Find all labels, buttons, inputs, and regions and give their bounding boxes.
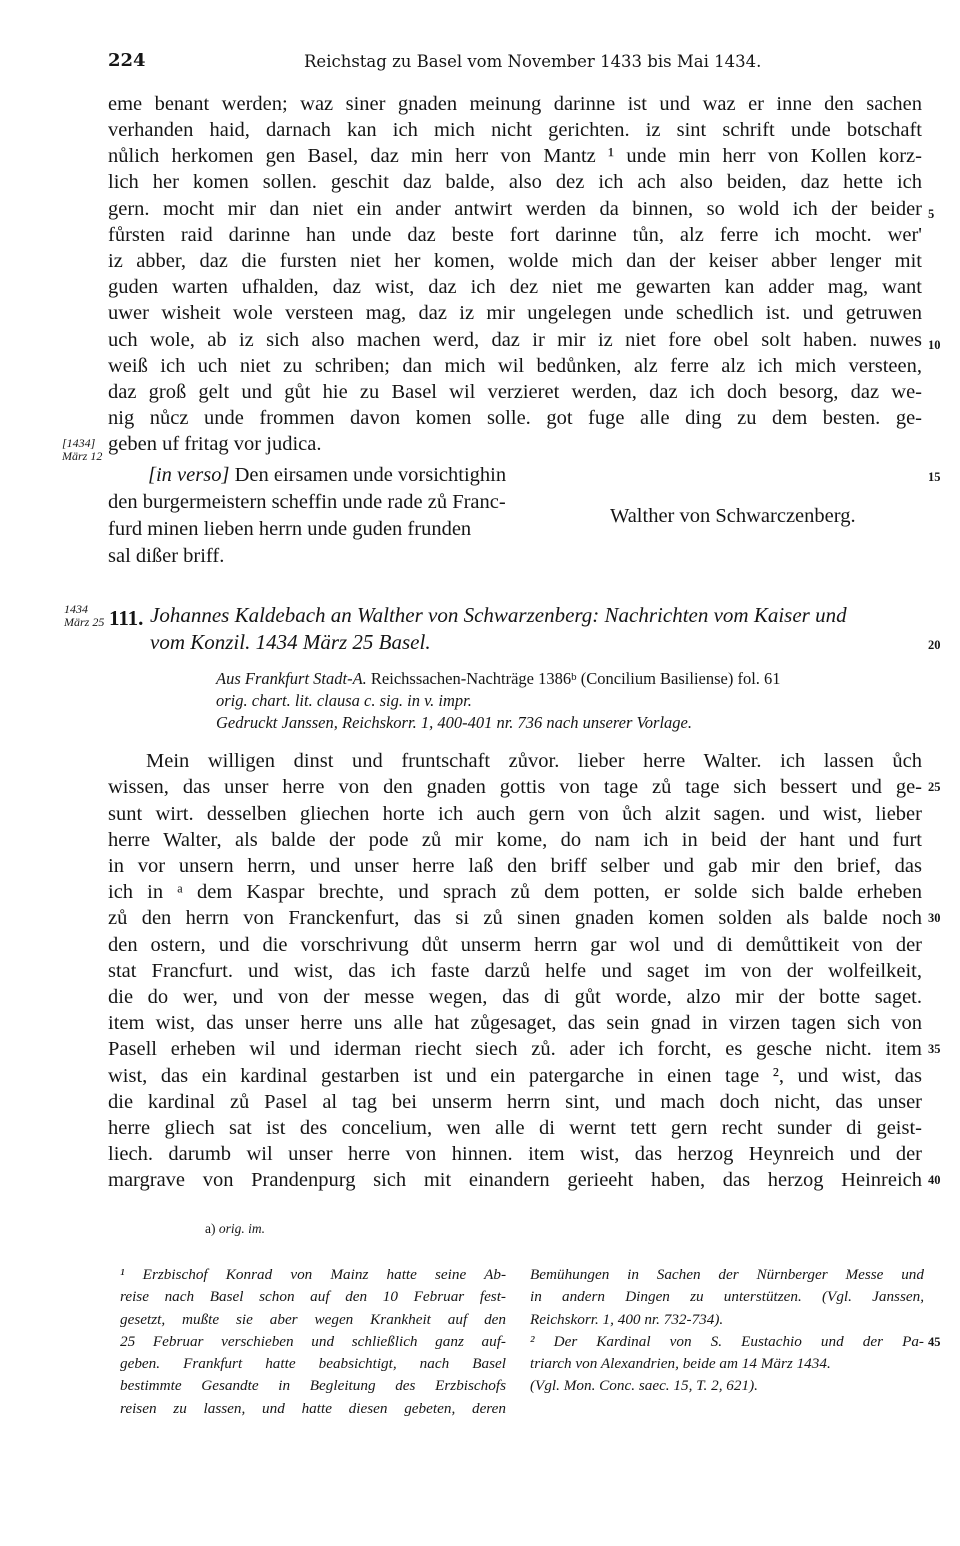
text-line: uwer wisheit wole versteen mag, daz iz mir ungelegen unde schedlich ist. und getruwen	[108, 302, 922, 324]
text-line: gern. mocht mir dan niet ein ander antwirt werden da binnen, so wold ich der beider	[108, 198, 922, 220]
text-line: zů den herrn von Franckenfurt, das si zů sinen gnaden komen solden als balde noch	[108, 907, 922, 929]
line-number: 20	[928, 638, 941, 652]
text-line: ich in ᵃ dem Kaspar brechte, und sprach zů dem potten, er solde sich balde erheben	[108, 881, 922, 903]
page-number: 224	[108, 50, 146, 71]
address-line: den burgermeistern scheffin unde rade zů Franc-	[108, 491, 506, 513]
text-line: verhanden haid, darnach kan ich mich nicht gerichten. iz sint schrift unde botschaft	[108, 119, 922, 141]
margin-day: März 25	[64, 615, 105, 629]
line-number: 10	[928, 338, 941, 352]
text-line: weiß ich uch niet zu schriben; dan mich wil bedůnken, alz ferre alz ich mich versteen,	[108, 355, 922, 377]
document-title: vom Konzil. 1434 März 25 Basel.	[150, 630, 431, 654]
text-line: nůlich herkomen gen Basel, daz min herr von Mantz ¹ unde min herr von Kollen korz-	[108, 145, 922, 167]
address-line: sal dißer briff.	[108, 545, 225, 567]
line-number: 5	[928, 207, 935, 221]
text-variant-footnote: a) orig. im.	[205, 1221, 266, 1236]
text-line: Pasell erheben wil und iderman riecht siech zů. ader ich forcht, es gesche nicht. item	[108, 1038, 922, 1060]
footnote-line: (Vgl. Mon. Conc. saec. 15, T. 2, 621).	[530, 1377, 758, 1395]
address-line	[148, 462, 506, 488]
margin-date	[62, 437, 102, 463]
text-line: die do wer, und von der messe wegen, das di gůt worde, alzo mir der botte saget.	[108, 986, 922, 1008]
text-line: die kardinal zů Pasel al tag bei unserm herrn sint, und mach doch nicht, das unser	[108, 1091, 922, 1113]
text-line: wissen, das unser herre von den gnaden gottis von tage zů tage sich bessert und ge-	[108, 776, 922, 798]
line-number: 30	[928, 911, 941, 925]
footnote-line: gesetzt, mußte sie aber wegen Krankheit auf den	[120, 1310, 506, 1328]
source-line: Aus Frankfurt Stadt-A. Reichssachen-Nachträge 1386$^b$ (Concilium Basiliense) fol. 61	[216, 669, 781, 688]
footnote-line: triarch von Alexandrien, beide am 14 März 1434.	[530, 1355, 831, 1373]
text-line: geben uf fritag vor judica.	[108, 433, 322, 455]
footnote-line: ² Der Kardinal von S. Eustachio und der Pa-	[530, 1332, 924, 1350]
footnotes-right-column	[530, 1264, 924, 1398]
margin-date	[64, 603, 104, 629]
text-line: herre Walter, als balde der pode zů mir kome, do nam ich in beid der hant und furt	[108, 829, 922, 851]
text-line: herre gliech sat ist des concelium, wen alle di wernt tett gern recht sunder di geist-	[108, 1117, 922, 1139]
signature: Walther von Schwarczenberg.	[610, 505, 856, 527]
document-number: 111.	[109, 606, 144, 630]
text-line: margrave von Prandenpurg sich mit einandern gerieeht haben, das herzog Heinreich	[108, 1169, 922, 1191]
line-number: 40	[928, 1173, 941, 1187]
text-line: eme benant werden; waz siner gnaden meinung darinne ist und waz er inne den sachen	[108, 93, 922, 115]
in-verso-note: [in verso]	[148, 464, 230, 486]
line-number: 35	[928, 1042, 941, 1056]
address-line: furd minen lieben herrn unde guden frunden	[108, 518, 472, 540]
margin-year: [1434]	[62, 436, 96, 450]
text-line: uch wole, ab iz sich also machen werd, daz ir mir iz niet fore obel solt haben. nuwes	[108, 329, 922, 351]
line-number: 45	[928, 1335, 941, 1349]
text-line: iz abber, daz die fursten niet her komen, wolde mich dan der keiser abber lenger mit	[108, 250, 922, 272]
text-line: lich her komen sollen. geschit daz balde, also dez ich ach also beiden, daz hette ich	[108, 171, 922, 193]
source-line: Gedruckt Janssen, Reichskorr. 1, 400-401 nr. 736 nach unserer Vorlage.	[216, 713, 692, 732]
text-line: sunt wirt. desselben gliechen horte ich auch gern von ůch alzit sagen. und wist, lieber	[108, 803, 922, 825]
text-line: stat Francfurt. und wist, das ich faste darzů helfe und saget im von der wolfeilkeit,	[108, 960, 922, 982]
text-line: guden warten ufhalden, daz wist, daz ich dez niet me gewarten kan adder mag, want	[108, 276, 922, 298]
text-line: daz groß gelt und gůt hie zu Basel wil verzieret werden, daz ich doch besorg, daz we-	[108, 381, 922, 403]
footnote-line: reisen zu lassen, und hatte diesen gebeten, deren	[120, 1399, 506, 1417]
footnote-line: ¹ Erzbischof Konrad von Mainz hatte seine Ab-	[120, 1266, 506, 1283]
footnote-line: geben. Frankfurt hatte beabsichtigt, nach Basel	[120, 1355, 506, 1373]
footnote-line: Reichskorr. 1, 400 nr. 732-734).	[530, 1310, 724, 1328]
margin-year: 1434	[64, 602, 88, 616]
text-line: in vor unsern herrn, und unser herre laß den briff selber und gab mir den brief, das	[108, 855, 922, 877]
running-title: Reichstag zu Basel vom November 1433 bis Mai 1434.	[304, 52, 762, 71]
footnote-line: Bemühungen in Sachen der Nürnberger Messe und	[530, 1266, 924, 1283]
text-line: nig nůcz unde frommen davon komen solle. got fuge alle ding zu dem besten. ge-	[108, 407, 922, 429]
text-line: fůrsten raid darinne han unde daz beste fort darinne tůn, alz ferre ich mocht. wer'	[108, 224, 922, 246]
footnote-line: bestimmte Gesandte in Begleitung des Erzbischofs	[120, 1377, 506, 1395]
line-number: 15	[928, 470, 941, 484]
text-line: den ostern, und die vorschrivung důt unserm herrn gar wol und di demůttikeit von der	[108, 934, 922, 956]
footnote-line: in andern Dingen zu unterstützen. (Vgl. Janssen,	[530, 1288, 924, 1306]
text-line: Mein willigen dinst und fruntschaft zůvor. lieber herre Walter. ich lassen ůch	[146, 750, 922, 772]
document-title: Johannes Kaldebach an Walther von Schwarzenberg: Nachrichten vom Kaiser und	[150, 603, 847, 627]
footnote-line: reise nach Basel schon auf den 10 Februar fest-	[120, 1288, 506, 1306]
text-line: wist, das ein kardinal gestarben ist und ein patergarche in einen tage ², und wist, das	[108, 1065, 922, 1087]
footnotes-left-column	[120, 1264, 506, 1420]
text-line: liech. darumb wil unser herre von hinnen. item wist, das herzog Heynreich und der	[108, 1143, 922, 1165]
footnote-line: 25 Februar verschieben und schließlich ganz auf-	[120, 1332, 506, 1350]
text-line: item wist, das unser herre uns alle hat zůgesaget, das sein gnad in virzen tagen sich von	[108, 1012, 922, 1034]
margin-day: März 12	[62, 449, 103, 463]
address-text: Den eirsamen unde vorsichtighin	[234, 464, 507, 486]
source-line: orig. chart. lit. clausa c. sig. in v. impr.	[216, 691, 472, 710]
line-number: 25	[928, 780, 941, 794]
